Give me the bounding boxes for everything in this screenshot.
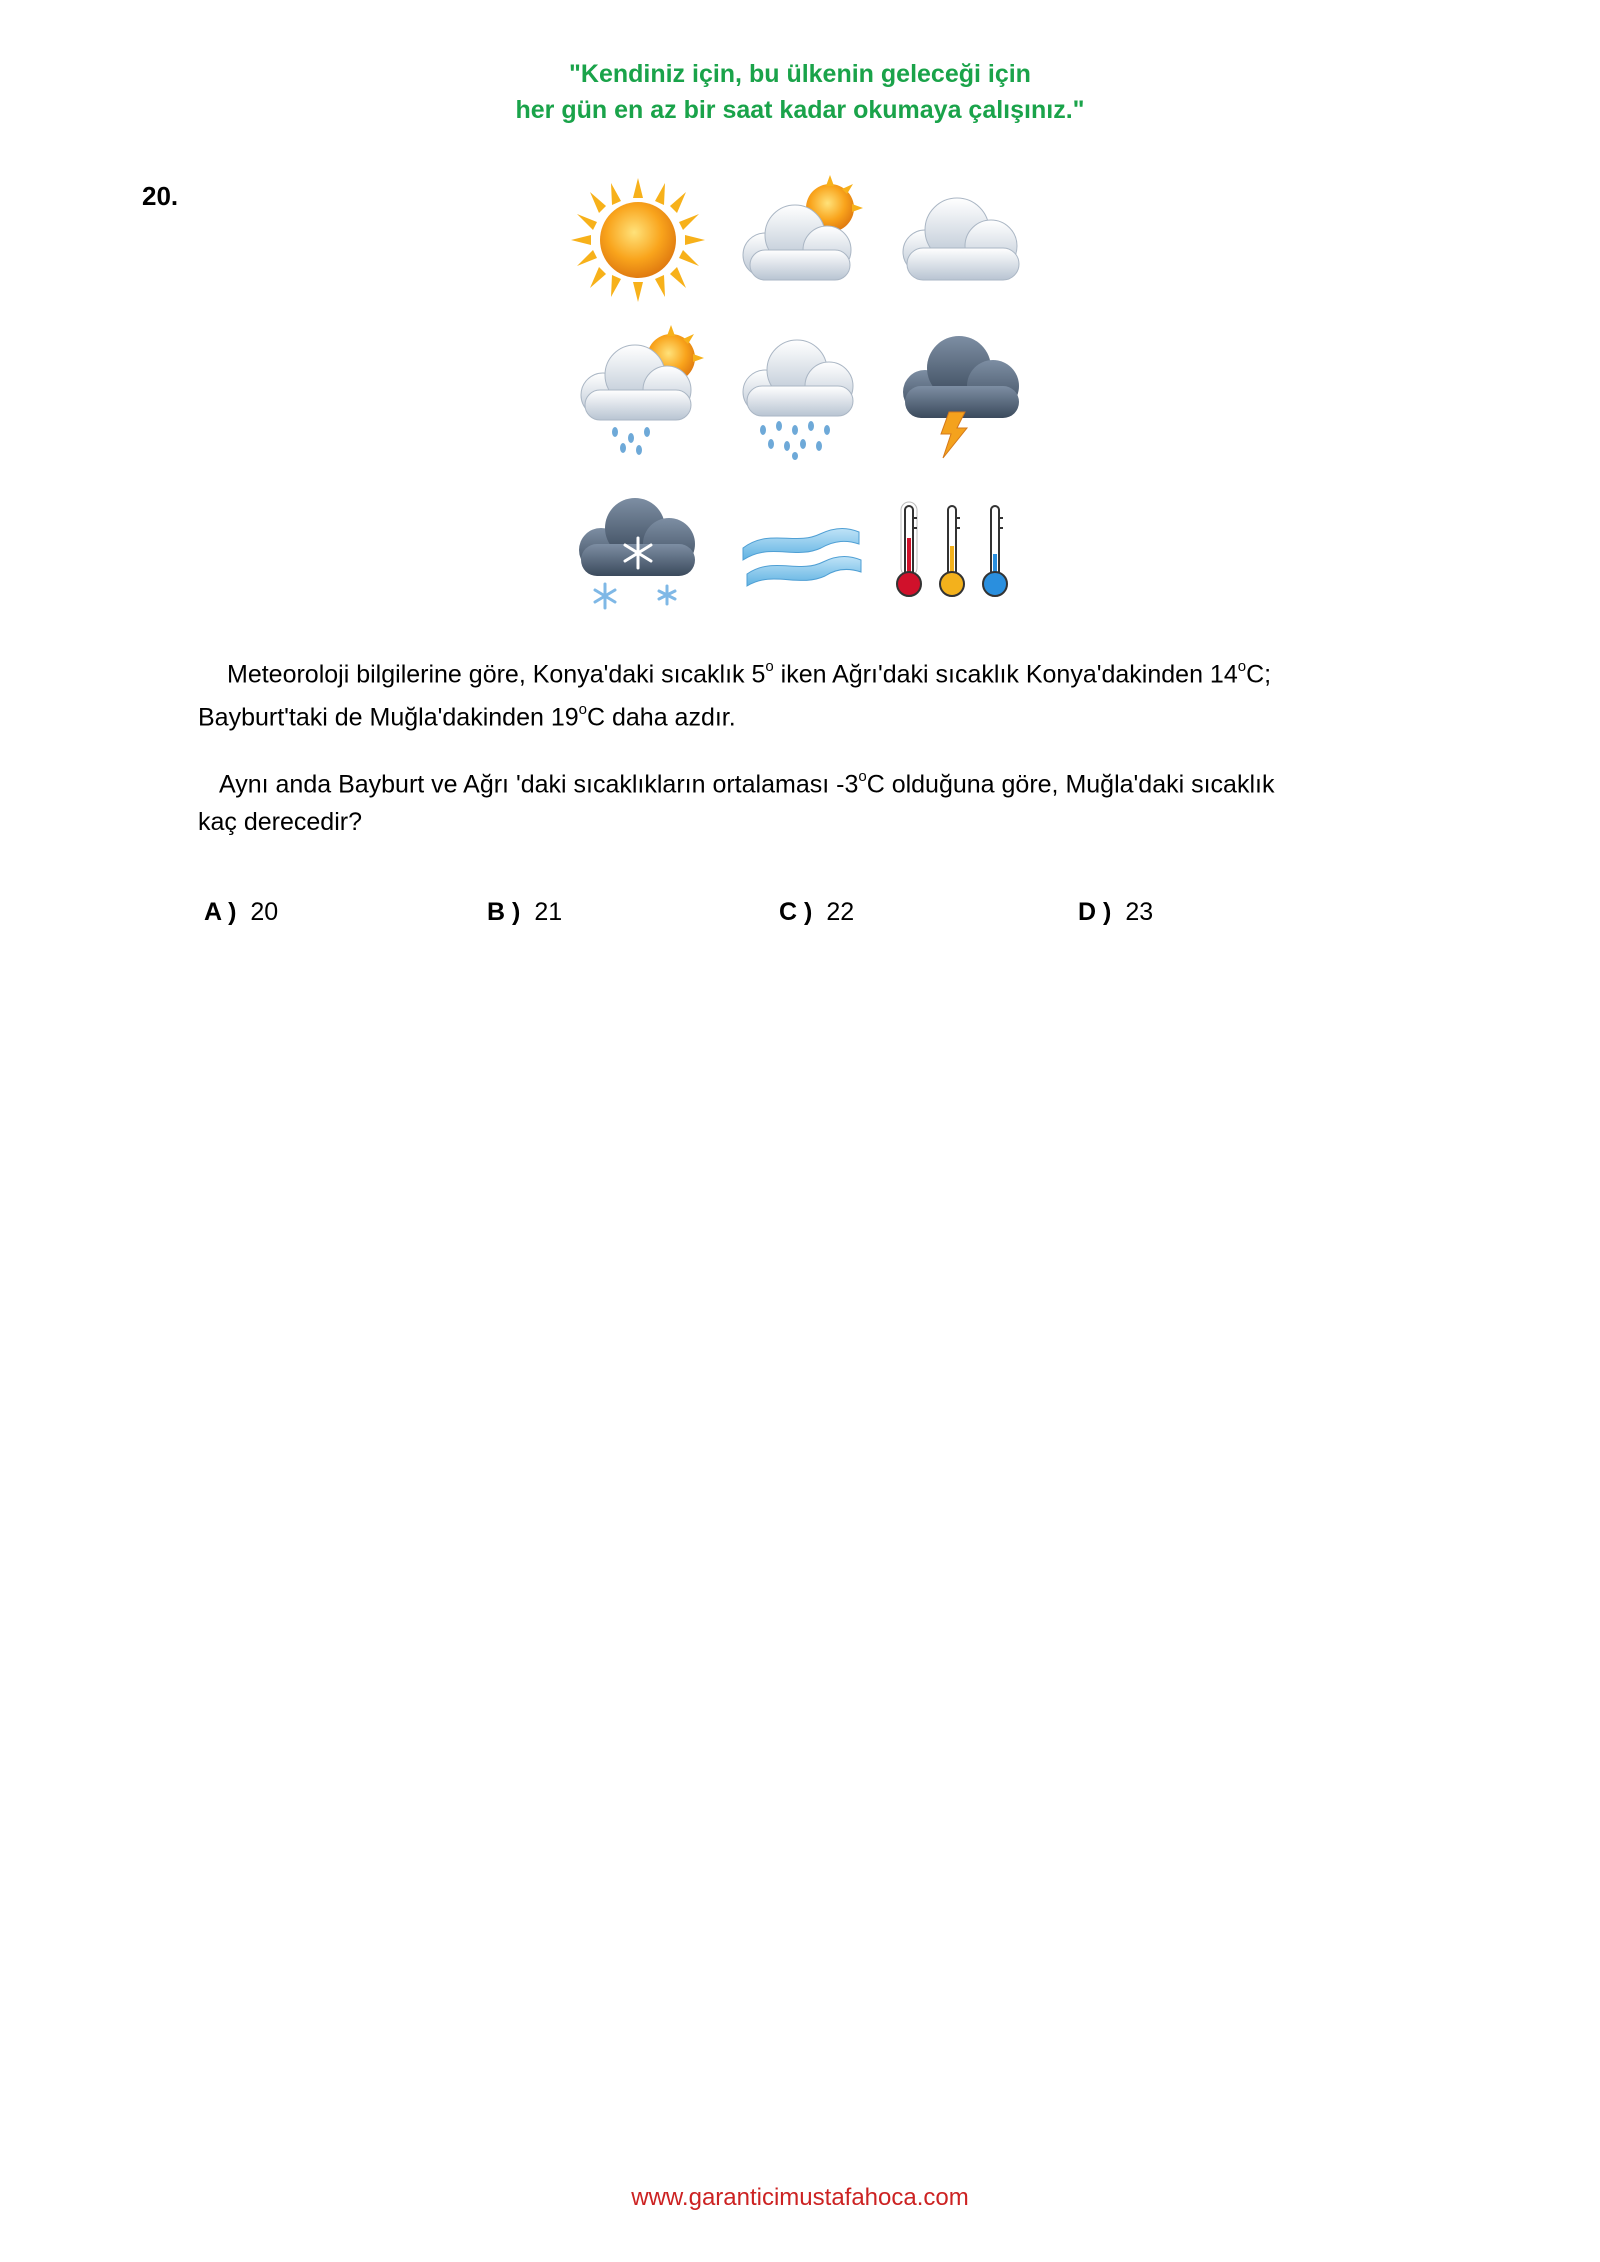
degree-sup: o: [1237, 658, 1247, 675]
option-value: 22: [826, 898, 855, 926]
motto-line-1: "Kendiniz için, bu ülkenin geleceği için: [569, 60, 1031, 88]
p1-text-b: iken Ağrı'daki sıcaklık Konya'dakinden 14: [773, 660, 1238, 689]
cloudy-icon: [887, 170, 1037, 310]
option-d[interactable]: [1078, 898, 1153, 927]
paragraph-2-line-1: [198, 760, 1428, 803]
p1-text-e: C daha azdır.: [586, 703, 736, 732]
option-label: C ): [779, 898, 813, 926]
footer-url[interactable]: www.garanticimustafahoca.com: [631, 2184, 969, 2211]
sun-rain-icon: [563, 320, 713, 460]
degree-sup: o: [578, 701, 587, 719]
option-label: A ): [204, 898, 237, 926]
weather-icons-grid: [563, 170, 1043, 630]
motto-line-2: her gün en az bir saat kadar okumaya çalışınız.": [515, 96, 1085, 124]
option-value: 20: [250, 898, 279, 926]
p2-text-a: Aynı anda Bayburt ve Ağrı 'daki sıcaklıkların ortalaması -3: [219, 770, 859, 799]
partly-cloudy-icon: [725, 170, 875, 310]
option-c[interactable]: [779, 898, 854, 927]
option-a[interactable]: [204, 898, 278, 927]
question-paragraph-1: [198, 650, 1428, 737]
option-value: 21: [534, 898, 563, 926]
question-number: 20.: [142, 181, 179, 211]
option-value: 23: [1125, 898, 1154, 926]
thunderstorm-icon: [887, 320, 1037, 460]
paragraph-1-line-2: [198, 693, 1428, 736]
option-label: B ): [487, 898, 521, 926]
paragraph-2-line-2: kaç derecedir?: [198, 808, 362, 837]
p1-text-d: Bayburt'taki de Muğla'dakinden 19: [198, 703, 579, 732]
wind-icon: [725, 488, 875, 628]
option-b[interactable]: [487, 898, 562, 927]
option-label: D ): [1078, 898, 1112, 926]
paragraph-1-line-1: [198, 650, 1428, 693]
question-paragraph-2: [198, 760, 1428, 841]
degree-sup: o: [765, 658, 774, 675]
p2-text-b: C olduğuna göre, Muğla'daki sıcaklık: [866, 770, 1275, 799]
answer-options: [0, 898, 1600, 938]
sun-icon: [563, 170, 713, 310]
degree-sup: o: [858, 768, 867, 785]
p1-text-a: Meteoroloji bilgilerine göre, Konya'daki sıcaklık 5: [227, 660, 766, 689]
rain-icon: [725, 320, 875, 460]
snow-icon: [563, 488, 713, 628]
motto-header: [0, 56, 1600, 128]
thermometers-icon: [887, 488, 1037, 628]
p1-text-c: C;: [1246, 660, 1272, 689]
